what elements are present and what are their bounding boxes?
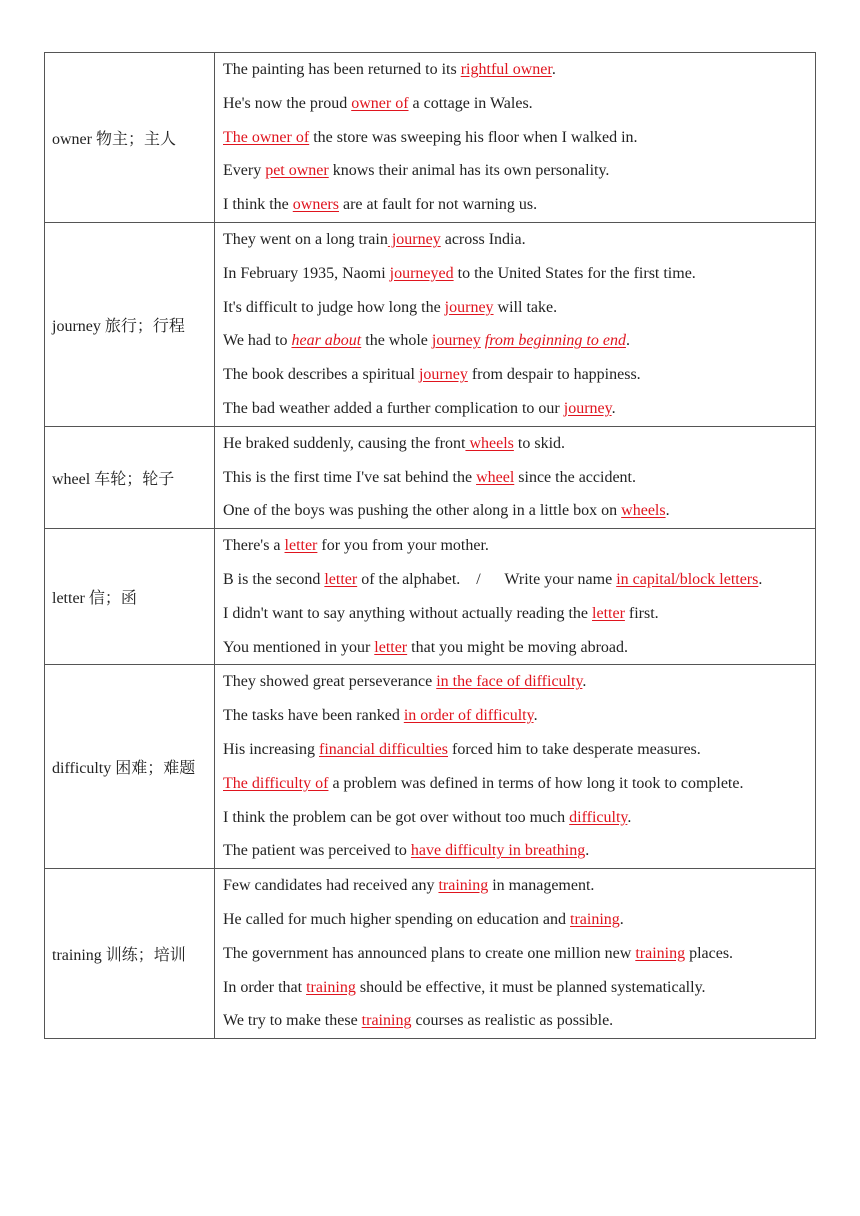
highlighted-phrase: in capital/block letters <box>616 570 759 588</box>
example-sentence <box>223 392 815 426</box>
word-label: training 训练；培训 <box>52 947 186 965</box>
highlighted-phrase: journey <box>563 399 612 417</box>
sentence-text: The bad weather added a further complication to our <box>223 399 564 417</box>
sentence-text: The patient was perceived to <box>223 842 411 860</box>
highlighted-phrase: in the face of difficulty <box>436 673 583 691</box>
vocab-row <box>45 665 816 869</box>
sentence-text: He's now the proud <box>223 94 352 112</box>
highlighted-phrase: journey <box>418 366 468 384</box>
sentence-text: . <box>611 399 616 417</box>
word-cell <box>45 426 215 528</box>
highlighted-phrase: wheel <box>476 468 515 486</box>
sentence-text: We had to <box>223 332 292 350</box>
highlighted-phrase: The owner of <box>223 128 310 146</box>
sentence-text: . <box>665 502 670 520</box>
highlighted-phrase: training <box>635 944 686 962</box>
vocab-row <box>45 869 816 1039</box>
highlighted-phrase: difficulty <box>569 808 628 826</box>
sentence-text: . <box>625 332 630 350</box>
example-sentence <box>223 733 815 767</box>
sentence-text: He called for much higher spending on education and <box>223 910 570 928</box>
word-label: owner 物主；主人 <box>52 130 176 148</box>
sentence-text: are at fault for not warning us. <box>338 196 538 214</box>
sentence-text: The tasks have been ranked <box>223 707 404 725</box>
sentence-text: The government has announced plans to create one million new <box>223 944 636 962</box>
highlighted-phrase: in order of difficulty <box>403 707 534 725</box>
sentence-text: . <box>582 673 587 691</box>
vocab-row <box>45 426 816 528</box>
sentence-text: knows their animal has its own personality. <box>328 162 610 180</box>
example-sentence <box>223 257 815 291</box>
highlighted-phrase: training <box>306 978 356 996</box>
sentence-text: the whole <box>361 332 432 350</box>
sentence-text: . <box>627 808 632 826</box>
vocabulary-table-body <box>45 53 816 1039</box>
sentence-text: a cottage in Wales. <box>408 94 533 112</box>
vocab-row <box>45 222 816 426</box>
sentence-text: I didn't want to say anything without actually reading the <box>223 604 593 622</box>
highlighted-phrase: training <box>361 1012 412 1030</box>
example-sentence <box>223 767 815 801</box>
sentence-text: in management. <box>488 877 595 895</box>
example-sentence <box>223 597 815 631</box>
highlighted-phrase: hear about <box>291 332 362 350</box>
sentence-text: His increasing <box>223 740 319 758</box>
highlighted-phrase: journey <box>431 332 481 350</box>
example-sentence <box>223 631 815 665</box>
sentence-text: across India. <box>440 230 526 248</box>
highlighted-phrase: training <box>570 910 620 928</box>
sentence-text: . <box>585 842 590 860</box>
sentence-text: The book describes a spiritual <box>223 366 419 384</box>
example-sentence <box>223 324 815 358</box>
sentence-text: This is the first time I've sat behind the <box>223 468 477 486</box>
vocab-row <box>45 529 816 665</box>
examples-cell <box>215 869 816 1039</box>
example-sentence <box>223 188 815 222</box>
word-label: wheel 车轮；轮子 <box>52 470 175 488</box>
word-label: difficulty 困难；难题 <box>52 760 196 778</box>
highlighted-phrase: training <box>438 877 489 895</box>
sentence-text: In order that <box>223 978 307 996</box>
highlighted-phrase: journeyed <box>389 264 454 282</box>
sentence-text: . <box>758 570 763 588</box>
sentence-text: Every <box>223 162 266 180</box>
sentence-text: since the accident. <box>514 468 636 486</box>
example-sentence <box>223 494 815 528</box>
example-sentence <box>223 154 815 188</box>
example-sentence <box>223 937 815 971</box>
highlighted-phrase: wheels <box>621 502 666 520</box>
sentence-text: courses as realistic as possible. <box>411 1012 614 1030</box>
word-cell <box>45 529 215 665</box>
highlighted-phrase: rightful owner <box>460 61 552 78</box>
highlighted-phrase: letter <box>374 638 408 656</box>
sentence-text: We try to make these <box>223 1012 362 1030</box>
sentence-text: forced him to take desperate measures. <box>447 740 701 758</box>
example-sentence <box>223 665 815 699</box>
sentence-text: places. <box>685 944 734 962</box>
example-sentence <box>223 291 815 325</box>
highlighted-phrase: journey <box>444 298 494 316</box>
sentence-text: from despair to happiness. <box>467 366 641 384</box>
highlighted-phrase: letter <box>284 537 318 555</box>
sentence-text: the store was sweeping his floor when I walked in. <box>309 128 638 146</box>
sentence-text: to the United States for the first time. <box>453 264 696 282</box>
highlighted-phrase: letter <box>592 604 625 622</box>
word-cell <box>45 53 215 223</box>
highlighted-phrase: The difficulty of <box>223 774 329 792</box>
sentence-text: Few candidates had received any <box>223 877 439 895</box>
word-label: letter 信；函 <box>52 590 137 608</box>
examples-cell <box>215 529 816 665</box>
word-cell <box>45 665 215 869</box>
examples-cell <box>215 665 816 869</box>
vocab-row <box>45 53 816 223</box>
example-sentence <box>223 834 815 868</box>
sentence-text: B is the second <box>223 570 325 588</box>
vocabulary-table <box>44 52 816 1039</box>
example-sentence <box>223 53 815 87</box>
highlighted-phrase: have difficulty in breathing <box>410 842 586 860</box>
examples-cell <box>215 426 816 528</box>
example-sentence <box>223 87 815 121</box>
sentence-text: to skid. <box>513 434 566 452</box>
sentence-text: a problem was defined in terms of how long it took to complete. <box>328 774 744 792</box>
sentence-text: There's a <box>223 537 285 555</box>
sentence-text: . <box>551 61 556 78</box>
sentence-text: that you might be moving abroad. <box>407 638 628 656</box>
example-sentence <box>223 699 815 733</box>
sentence-text: . <box>619 910 624 928</box>
sentence-text: will take. <box>493 298 558 316</box>
highlighted-phrase: journey <box>387 230 441 248</box>
highlighted-phrase: wheels <box>465 434 514 452</box>
example-sentence <box>223 869 815 903</box>
highlighted-phrase: pet owner <box>265 162 329 180</box>
sentence-text: They showed great perseverance <box>223 673 437 691</box>
example-sentence <box>223 461 815 495</box>
highlighted-phrase: owner of <box>351 94 409 112</box>
highlighted-phrase: owners <box>292 196 339 214</box>
sentence-text: should be effective, it must be planned systematically. <box>355 978 706 996</box>
examples-cell <box>215 53 816 223</box>
example-sentence <box>223 427 815 461</box>
sentence-text: of the alphabet. / Write your name <box>357 570 617 588</box>
sentence-text: One of the boys was pushing the other along in a little box on <box>223 502 622 520</box>
examples-cell <box>215 222 816 426</box>
word-label: journey 旅行；行程 <box>52 317 185 335</box>
sentence-text: . <box>533 707 538 725</box>
sentence-text: They went on a long train <box>223 230 388 248</box>
example-sentence <box>223 801 815 835</box>
highlighted-phrase: letter <box>324 570 358 588</box>
example-sentence <box>223 121 815 155</box>
sentence-text: In February 1935, Naomi <box>223 264 390 282</box>
highlighted-phrase: from beginning to end <box>484 332 626 350</box>
sentence-text: I think the problem can be got over without too much <box>223 808 570 826</box>
example-sentence <box>223 971 815 1005</box>
sentence-text: The painting has been returned to its <box>223 61 461 78</box>
example-sentence <box>223 903 815 937</box>
sentence-text: He braked suddenly, causing the front <box>223 434 466 452</box>
example-sentence <box>223 358 815 392</box>
example-sentence <box>223 529 815 563</box>
example-sentence <box>223 223 815 257</box>
word-cell <box>45 869 215 1039</box>
example-sentence <box>223 563 815 597</box>
sentence-text: I think the <box>223 196 293 214</box>
sentence-text: You mentioned in your <box>223 638 375 656</box>
highlighted-phrase: financial difficulties <box>318 740 448 758</box>
sentence-text: It's difficult to judge how long the <box>223 298 445 316</box>
word-cell <box>45 222 215 426</box>
sentence-text: for you from your mother. <box>317 537 489 555</box>
example-sentence <box>223 1004 815 1038</box>
sentence-text: first. <box>624 604 659 622</box>
